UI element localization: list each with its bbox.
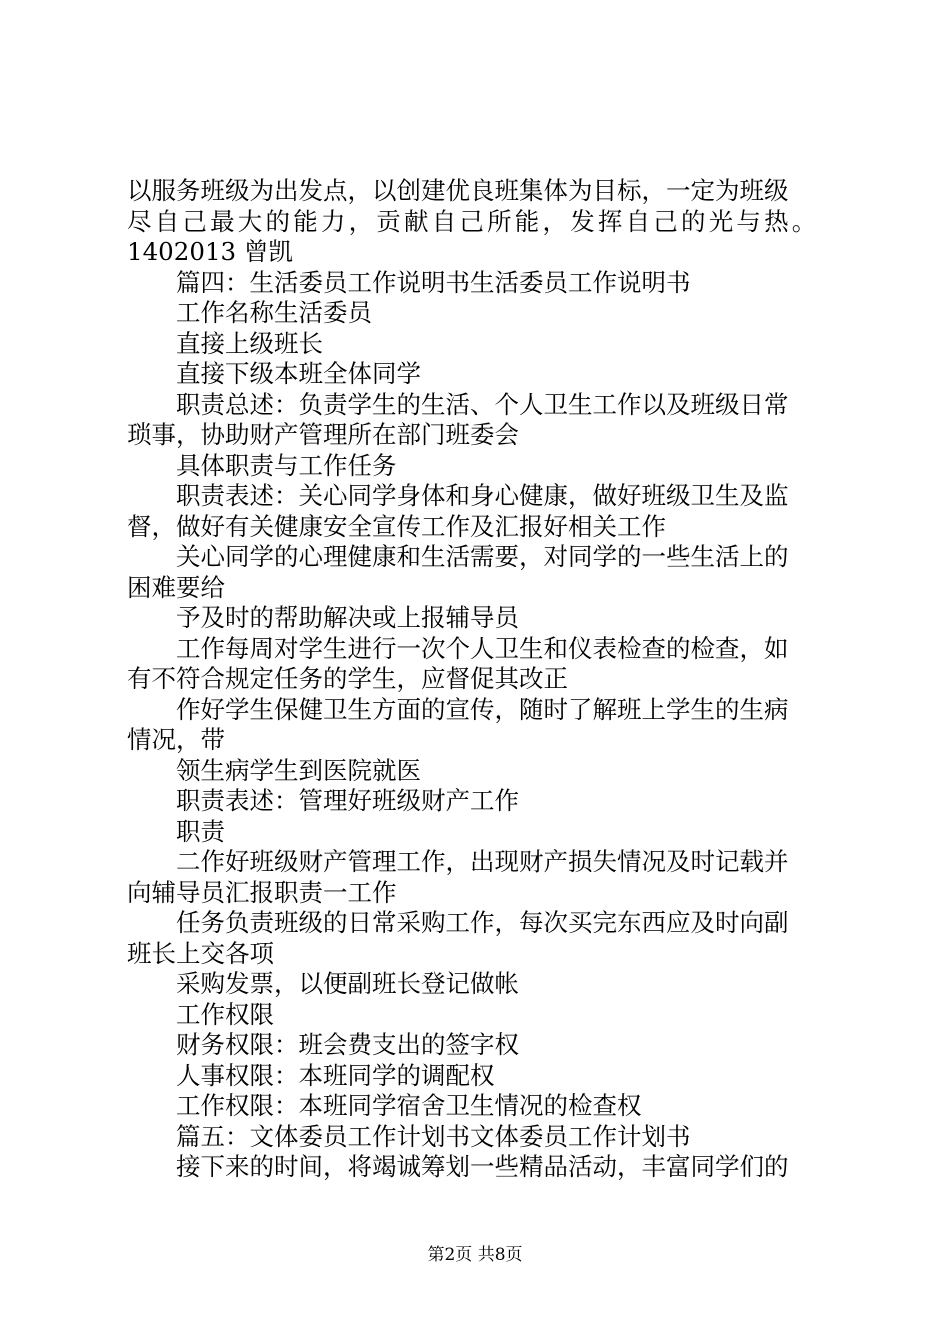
text-line: 琐事，协助财产管理所在部门班委会 xyxy=(127,420,519,449)
text-line: 情况，带 xyxy=(127,725,225,754)
text-line: 二作好班级财产管理工作，出现财产损失情况及时记载并 xyxy=(176,847,789,876)
text-line: 篇五：文体委员工作计划书文体委员工作计划书 xyxy=(176,1121,691,1151)
text-line: 职责总述：负责学生的生活、个人卫生工作以及班级日常 xyxy=(176,389,789,419)
text-line: 职责表述：管理好班级财产工作 xyxy=(176,786,519,815)
text-line: 作好学生保健卫生方面的宣传，随时了解班上学生的生病 xyxy=(176,694,789,724)
text-line: 困难要给 xyxy=(127,572,225,602)
text-line: 予及时的帮助解决或上报辅导员 xyxy=(176,603,519,632)
text-line: 班长上交各项 xyxy=(127,938,274,968)
text-line: 财务权限：班会费支出的签字权 xyxy=(176,1030,519,1059)
text-line: 工作每周对学生进行一次个人卫生和仪表检查的检查，如 xyxy=(176,633,789,663)
document-body xyxy=(127,176,842,1183)
text-line: 采购发票，以便副班长登记做帐 xyxy=(176,969,519,998)
text-line: 人事权限：本班同学的调配权 xyxy=(176,1060,495,1090)
page-number-footer: 第2页 共8页 xyxy=(427,1245,523,1265)
text-line: 职责 xyxy=(176,816,225,846)
text-line: 1402013 曾凯 xyxy=(127,237,293,266)
text-line: 关心同学的心理健康和生活需要，对同学的一些生活上的 xyxy=(176,542,789,571)
text-line: 直接上级班长 xyxy=(176,328,323,358)
text-line: 尽自己最大的能力，贡献自己所能，发挥自己的光与热。 xyxy=(127,206,820,236)
text-line: 督，做好有关健康安全宣传工作及汇报好相关工作 xyxy=(127,511,666,541)
text-line: 职责表述：关心同学身体和身心健康，做好班级卫生及监 xyxy=(176,481,789,510)
text-line: 有不符合规定任务的学生，应督促其改正 xyxy=(127,664,568,693)
text-line: 任务负责班级的日常采购工作，每次买完东西应及时向副 xyxy=(176,908,789,937)
text-line: 篇四：生活委员工作说明书生活委员工作说明书 xyxy=(176,267,691,297)
text-line: 工作权限 xyxy=(176,999,274,1029)
text-line: 直接下级本班全体同学 xyxy=(176,359,421,388)
text-line: 具体职责与工作任务 xyxy=(176,450,397,480)
text-line: 接下来的时间，将竭诚筹划一些精品活动，丰富同学们的 xyxy=(176,1152,789,1181)
text-line: 工作权限：本班同学宿舍卫生情况的检查权 xyxy=(176,1091,642,1120)
text-line: 向辅导员汇报职责一工作 xyxy=(127,877,397,907)
text-line: 领生病学生到医院就医 xyxy=(176,755,421,785)
text-line: 工作名称生活委员 xyxy=(176,298,372,327)
text-line: 以服务班级为出发点，以创建优良班集体为目标，一定为班级 xyxy=(127,176,789,205)
